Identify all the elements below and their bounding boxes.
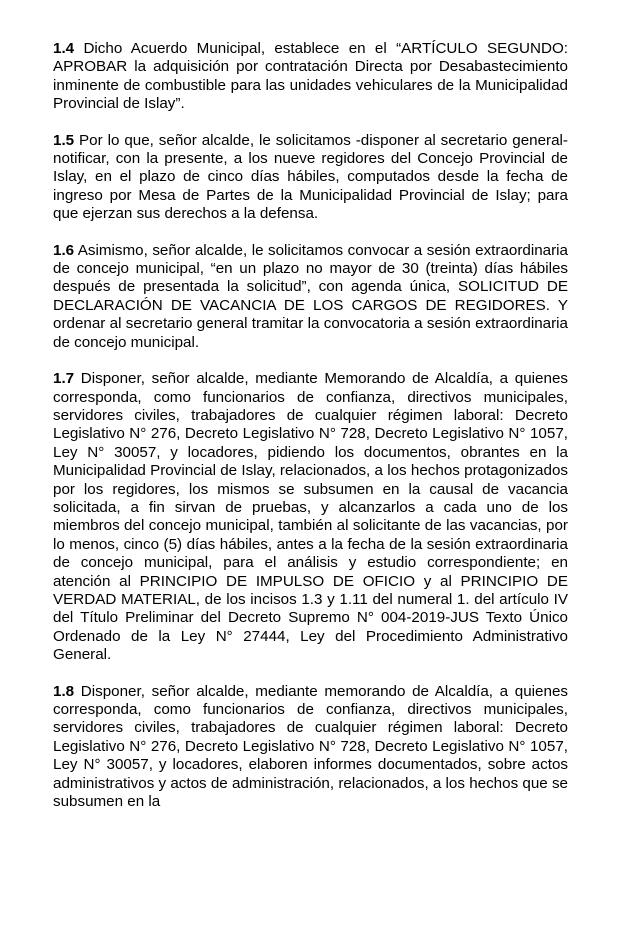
paragraph-number: 1.7 bbox=[53, 370, 75, 388]
paragraph-1-6 bbox=[53, 242, 568, 352]
paragraph-text: Por lo que, señor alcalde, le solicitamos -disponer al secretario general- notificar, con la presente, a los nueve regidores del Concejo Provincial de Islay, en el plazo de cinco días hábiles, computados desde la fecha de ingreso por Mesa de Partes de la Municipalidad Provincial de Islay; para que ejerzan sus derechos a la defensa. bbox=[53, 131, 568, 223]
paragraph-1-8 bbox=[53, 683, 568, 812]
paragraph-1-7 bbox=[53, 370, 568, 665]
document-page bbox=[53, 40, 568, 829]
paragraph-number: 1.6 bbox=[53, 241, 75, 259]
paragraph-number: 1.4 bbox=[53, 40, 75, 57]
paragraph-number: 1.5 bbox=[53, 131, 75, 149]
paragraph-1-4 bbox=[53, 40, 568, 114]
paragraph-text: Disponer, señor alcalde, mediante memorando de Alcaldía, a quienes corresponda, como funcionarios de confianza, directivos municipales, servidores civiles, trabajadores de cualquier régimen laboral: Decreto Legislativo N° 276, Decreto Legislativo N° 728, Decreto Legislativo N° 1057, Ley N° 30057, y locadores, elaboren informes documentados, sobre actos administrativos y actos de administración, relacionados, a los hechos que se subsumen en la bbox=[53, 682, 568, 811]
paragraph-number: 1.8 bbox=[53, 682, 75, 700]
paragraph-text: Dicho Acuerdo Municipal, establece en el “ARTÍCULO SEGUNDO: APROBAR la adquisición por contratación Directa por Desabastecimiento inminente de combustible para las unidades vehiculares de la Municipalidad Provincial de Islay”. bbox=[53, 40, 568, 113]
paragraph-text: Asimismo, señor alcalde, le solicitamos convocar a sesión extraordinaria de concejo municipal, “en un plazo no mayor de 30 (treinta) días hábiles después de presentada la solicitud”, con agenda única, SOLICITUD DE DECLARACIÓN DE VACANCIA DE LOS CARGOS DE REGIDORES. Y ordenar al secretario general tramitar la convocatoria a sesión extraordinaria de concejo municipal. bbox=[53, 241, 568, 351]
paragraph-text: Disponer, señor alcalde, mediante Memorando de Alcaldía, a quienes corresponda, como funcionarios de confianza, directivos municipales, servidores civiles, trabajadores de cualquier régimen laboral: Decreto Legislativo N° 276, Decreto Legislativo N° 728, Decreto Legislativo N° 1057, Ley N° 30057, y locadores, pidiendo los documentos, obrantes en la Municipalidad Provincial de Islay, relacionados, a los hechos protagonizados por los regidores, los mismos se subsumen en la causal de vacancia solicitada, a fin sirvan de pruebas, y alcanzarlos a cada uno de los miembros del concejo municipal, también al solicitante de las vacancias, por lo menos, cinco (5) días hábiles, antes a la fecha de la sesión extraordinaria de concejo municipal, para el análisis y estudio correspondiente; en atención al PRINCIPIO DE IMPULSO DE OFICIO y al PRINCIPIO DE VERDAD MATERIAL, de los incisos 1.3 y 1.11 del numeral 1. del artículo IV del Título Preliminar del Decreto Supremo N° 004-2019-JUS Texto Único Ordenado de la Ley N° 27444, Ley del Procedimiento Administrativo General. bbox=[53, 370, 568, 664]
paragraph-1-5 bbox=[53, 132, 568, 224]
